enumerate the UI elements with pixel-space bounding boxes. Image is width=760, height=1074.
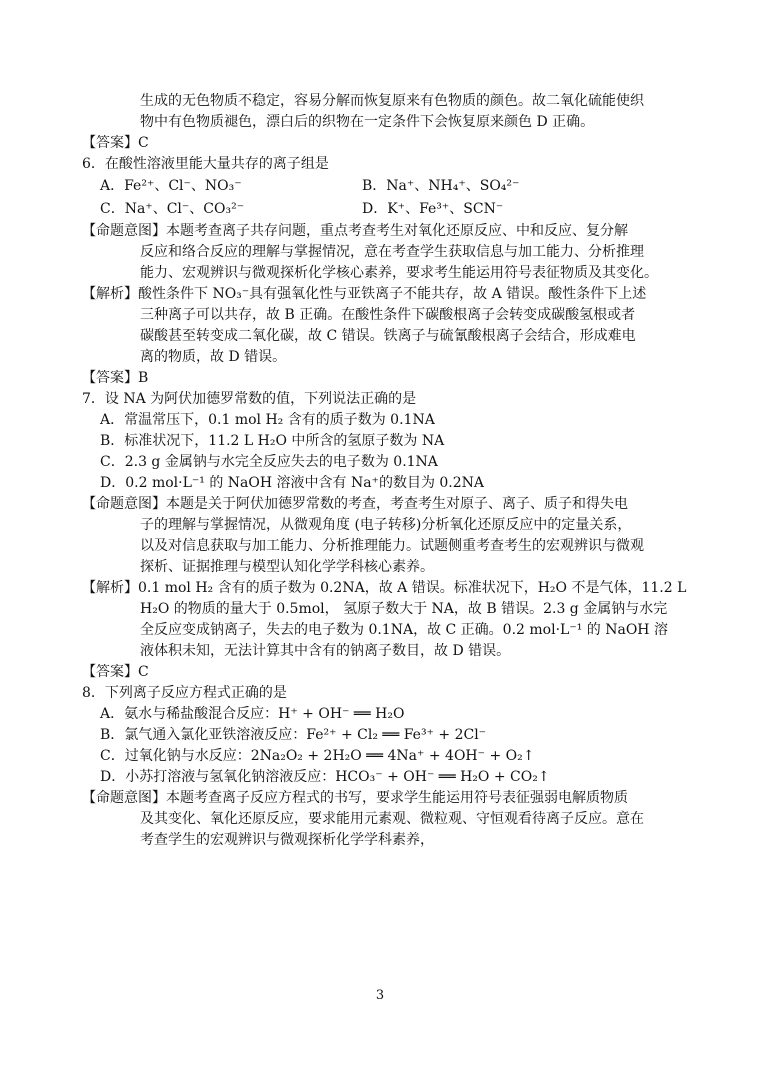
text-line: 探析、证据推理与模型认知化学学科核心素养。 xyxy=(140,559,434,575)
intent-8: 【命题意图】本题考查离子反应方程式的书写，要求学生能运用符号表征强弱电解质物质 xyxy=(82,790,628,806)
answer-6: 【答案】B xyxy=(82,370,149,386)
answer-5: 【答案】C xyxy=(82,135,149,151)
page-number: 3 xyxy=(375,988,385,1003)
question-6-options-row-2 xyxy=(82,198,682,221)
text-line: H₂O 的物质的量大于 0.5mol， 氢原子数大于 NA，故 B 错误。2.3 g 金属钠与水完 xyxy=(140,601,668,617)
text-line: 考查学生的宏观辨识与微观探析化学学科素养， xyxy=(140,832,434,848)
option-a: A．常温常压下，0.1 mol H₂ 含有的质子数为 0.1NA xyxy=(100,412,435,428)
option-b: B．氯气通入氯化亚铁溶液反应：Fe²⁺ + Cl₂ ══ Fe³⁺ + 2Cl⁻ xyxy=(100,727,487,743)
question-8: 8．下列离子反应方程式正确的是 xyxy=(82,685,287,701)
option-d: D．小苏打溶液与氢氧化钠溶液反应：HCO₃⁻ + OH⁻ ══ H₂O + CO₂↑ xyxy=(100,769,550,785)
option-c: C．过氧化钠与水反应：2Na₂O₂ + 2H₂O ══ 4Na⁺ + 4OH⁻ + O₂↑ xyxy=(100,748,535,764)
analysis-7: 【解析】0.1 mol H₂ 含有的质子数为 0.2NA，故 A 错误。标准状况下，H₂O 不是气体，11.2 L xyxy=(82,580,687,596)
text-line: 子的理解与掌握情况，从微观角度 (电子转移)分析氧化还原反应中的定量关系， xyxy=(140,517,632,533)
text-line: 离的物质，故 D 错误。 xyxy=(140,349,287,365)
text-line: 全反应变成钠离子，失去的电子数为 0.1NA，故 C 正确。0.2 mol·L⁻¹ 的 NaOH 溶 xyxy=(140,622,668,638)
question-6: 6．在酸性溶液里能大量共存的离子组是 xyxy=(82,156,329,172)
option-b: B．Na⁺、NH₄⁺、SO₄²⁻ xyxy=(362,178,520,194)
option-a: A．Fe²⁺、Cl⁻、NO₃⁻ xyxy=(100,178,242,194)
text-line: 碳酸甚至转变成二氧化碳，故 C 错误。铁离子与硫氰酸根离子会结合，形成难电 xyxy=(140,328,636,344)
text-line: 反应和络合反应的理解与掌握情况，意在考查学生获取信息与加工能力、分析推理 xyxy=(140,244,644,260)
option-a: A．氨水与稀盐酸混合反应：H⁺ + OH⁻ ══ H₂O xyxy=(100,706,405,722)
question-6-options-row-1 xyxy=(82,175,682,198)
analysis-6: 【解析】酸性条件下 NO₃⁻具有强氧化性与亚铁离子不能共存，故 A 错误。酸性条件下上述 xyxy=(82,286,647,302)
option-b: B．标准状况下，11.2 L H₂O 中所含的氢原子数为 NA xyxy=(100,433,445,449)
text-line: 物中有色物质褪色，漂白后的织物在一定条件下会恢复原来颜色 D 正确。 xyxy=(140,114,595,130)
option-d: D．0.2 mol·L⁻¹ 的 NaOH 溶液中含有 Na⁺的数目为 0.2NA xyxy=(100,475,485,491)
option-c: C．2.3 g 金属钠与水完全反应失去的电子数为 0.1NA xyxy=(100,454,438,470)
text-line: 能力、宏观辨识与微观探析化学核心素养，要求考生能运用符号表征物质及其变化。 xyxy=(140,265,658,281)
page-content xyxy=(82,91,687,851)
answer-7: 【答案】C xyxy=(82,664,149,680)
text-line: 三种离子可以共存，故 B 正确。在酸性条件下碳酸根离子会转变成碳酸氢根或者 xyxy=(140,307,636,323)
text-line: 及其变化、氧化还原反应，要求能用元素观、微粒观、守恒观看待离子反应。意在 xyxy=(140,811,644,827)
intent-6: 【命题意图】本题考查离子共存问题，重点考查考生对氧化还原反应、中和反应、复分解 xyxy=(82,223,628,239)
text-line: 液体积未知，无法计算其中含有的钠离子数目，故 D 错误。 xyxy=(140,643,511,659)
question-7: 7．设 NA 为阿伏加德罗常数的值，下列说法正确的是 xyxy=(82,391,417,407)
text-line: 生成的无色物质不稳定，容易分解而恢复原来有色物质的颜色。故二氧化硫能使织 xyxy=(140,93,644,109)
intent-7: 【命题意图】本题是关于阿伏加德罗常数的考查，考查考生对原子、离子、质子和得失电 xyxy=(82,496,628,512)
option-d: D．K⁺、Fe³⁺、SCN⁻ xyxy=(362,201,504,217)
option-c: C．Na⁺、Cl⁻、CO₃²⁻ xyxy=(100,201,245,217)
text-line: 以及对信息获取与加工能力、分析推理能力。试题侧重考查考生的宏观辨识与微观 xyxy=(140,538,644,554)
